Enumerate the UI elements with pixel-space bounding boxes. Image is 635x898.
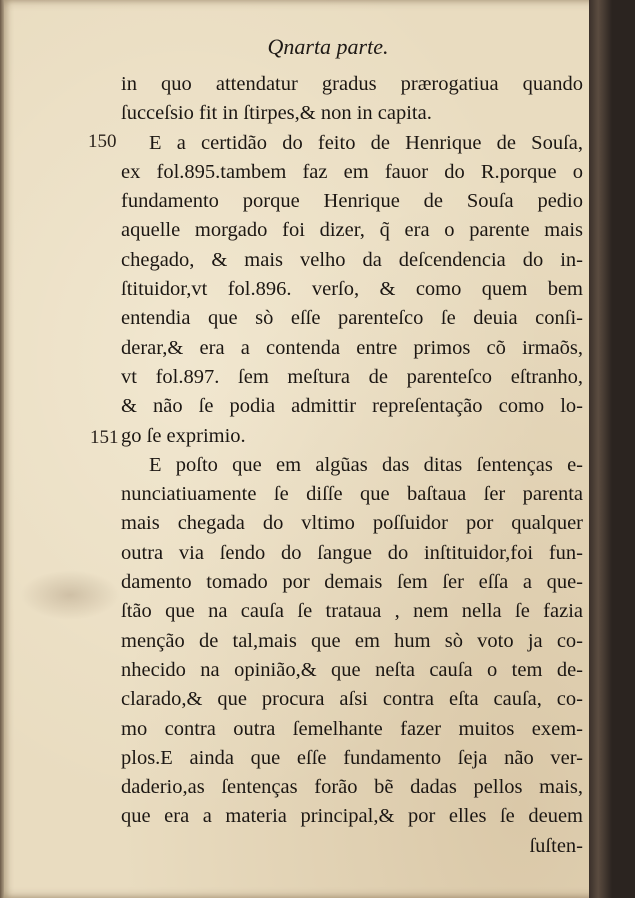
text-line: nunciatiuamente ſe diſſe que baſtaua ſer parenta	[121, 483, 583, 506]
text-line: ſtituidor,vt fol.896. verſo, & como quem bem	[121, 278, 583, 301]
text-line: clarado,& que procura aſsi contra eſta cauſa, co-	[121, 688, 583, 711]
text-line: menção de tal,mais que em hum sò voto ja co-	[121, 629, 583, 652]
text-line: entendia que sò eſſe parenteſco ſe deuia conſi-	[121, 307, 583, 330]
body-text	[121, 70, 583, 861]
text-line: in quo attendatur gradus prærogatiua quando	[121, 73, 583, 95]
paragraph-number-151: 151	[90, 427, 119, 448]
text-line: derar,& era a contenda entre primos cõ irmaõs,	[121, 336, 583, 359]
text-line: go ſe exprimio.	[121, 424, 246, 447]
text-line: fundamento porque Henrique de Souſa pedio	[121, 190, 583, 213]
text-line: E poſto que em algũas das ditas ſentenças e-	[149, 453, 583, 476]
text-line: ex fol.895.tambem faz em fauor do R.porque o	[121, 160, 583, 183]
text-line: daderio,as ſentenças forão bẽ dadas pellos mais,	[121, 776, 583, 799]
text-line: chegado, & mais velho da deſcendencia do in-	[121, 248, 583, 271]
text-line: nhecido na opinião,& que neſta cauſa o tem de-	[121, 658, 583, 681]
text-line: outra via ſendo do ſangue do inſtituidor,foi fun-	[121, 541, 583, 564]
text-line: & não ſe podia admittir repreſentação como lo-	[121, 395, 583, 418]
text-line: E a certidão do feito de Henrique de Souſa,	[149, 131, 583, 154]
text-line: mo contra outra ſemelhante fazer muitos exem-	[121, 717, 583, 740]
ink-stain	[20, 570, 120, 620]
text-line: vt fol.897. ſem meſtura de parenteſco eſtranho,	[121, 365, 583, 388]
text-line: mais chegada do vltimo poſſuidor por qualquer	[121, 512, 583, 535]
running-title: Qnarta parte.	[267, 34, 389, 59]
text-line: ſucceſsio fit in ſtirpes,& non in capita.	[121, 102, 432, 125]
text-line: damento tomado por demais ſem ſer eſſa a que-	[121, 571, 583, 594]
text-line: aquelle morgado foi dizer, q̃ era o parente mais	[121, 219, 583, 242]
text-line: que era a materia principal,& por elles ſe deuem	[121, 805, 583, 828]
text-line: ſtão que na cauſa ſe trataua , nem nella ſe fazia	[121, 600, 583, 623]
paragraph-number-150: 150	[88, 131, 117, 152]
book-page	[4, 0, 612, 898]
page-edge	[589, 0, 612, 898]
text-line: plos.E ainda que eſſe fundamento ſeja não ver-	[121, 746, 583, 769]
catchword: ſuſten-	[529, 834, 583, 857]
